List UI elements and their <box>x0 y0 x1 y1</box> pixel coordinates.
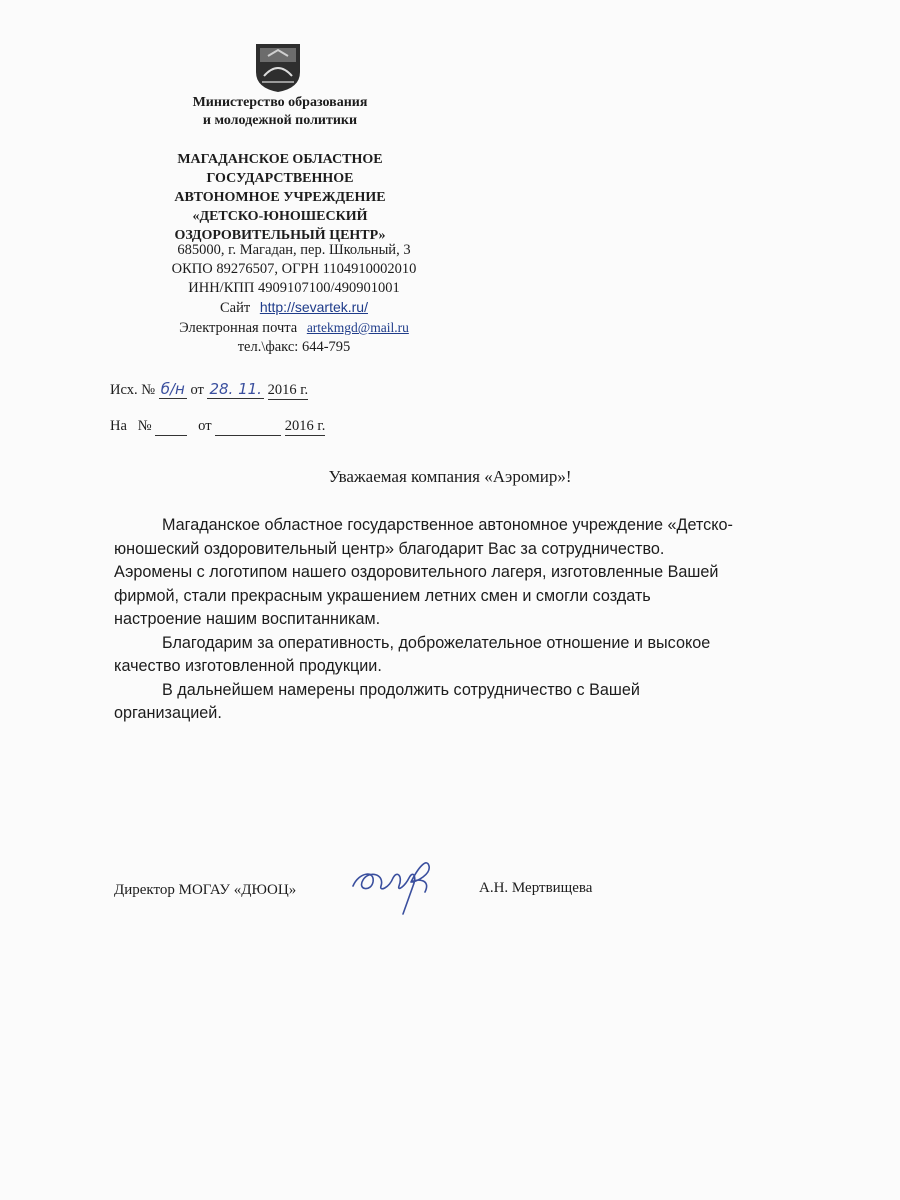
incoming-prefix: На <box>110 418 127 434</box>
site-line <box>100 298 488 318</box>
organization-details <box>100 241 488 357</box>
email-link[interactable]: artekmgd@mail.ru <box>306 320 409 335</box>
incoming-number-blank <box>155 418 187 436</box>
address: 685000, г. Магадан, пер. Школьный, 3 <box>177 242 411 258</box>
signatory-name: А.Н. Мертвищева <box>479 880 593 896</box>
email-label: Электронная почта <box>179 320 298 336</box>
outgoing-year: 2016 г. <box>267 382 309 398</box>
paragraph: В дальнейшем намерены продолжить сотрудничество с Вашей организацией. <box>114 680 640 722</box>
org-line: ОЗДОРОВИТЕЛЬНЫЙ ЦЕНТР» <box>174 228 386 243</box>
org-line: «ДЕТСКО-ЮНОШЕСКИЙ <box>192 209 368 224</box>
email-line <box>100 318 488 338</box>
coat-of-arms-emblem <box>254 42 302 94</box>
paragraph: Благодарим за оперативность, доброжелательное отношение и высокое качество изготовленной продукции. <box>114 633 711 675</box>
org-line: АВТОНОМНОЕ УЧРЕЖДЕНИЕ <box>174 190 386 205</box>
site-link[interactable]: http://sevartek.ru/ <box>259 299 368 315</box>
inn-kpp: ИНН/КПП 4909107100/490901001 <box>188 280 400 296</box>
org-line: ГОСУДАРСТВЕННОЕ <box>206 171 354 186</box>
okpo-ogrn: ОКПО 89276507, ОГРН 1104910002010 <box>171 261 417 277</box>
outgoing-date: 28. 11. <box>209 380 262 398</box>
org-line: МАГАДАНСКОЕ ОБЛАСТНОЕ <box>177 152 383 167</box>
salutation: Уважаемая компания «Аэромир»! <box>328 467 572 486</box>
letter-body <box>114 514 734 726</box>
handwritten-signature <box>345 852 455 922</box>
signatory-position: Директор МОГАУ «ДЮОЦ» <box>114 882 297 898</box>
incoming-year: 2016 г. <box>284 418 326 434</box>
outgoing-number: б/н <box>160 380 185 398</box>
incoming-reference <box>110 418 325 436</box>
ministry-line-1: Министерство образования <box>192 95 368 110</box>
phone-fax: тел.\факс: 644-795 <box>237 339 351 355</box>
site-label: Сайт <box>219 300 251 316</box>
organization-name <box>100 150 460 245</box>
outgoing-prefix: Исх. № <box>110 382 156 398</box>
ministry-line-2: и молодежной политики <box>202 113 358 128</box>
outgoing-from: от <box>190 382 204 398</box>
paragraph: Магаданское областное государственное автономное учреждение «Детско-юношеский оздоровительный центр» благодарит Вас за сотрудничество. Аэромены с логотипом нашего оздоровительного лагеря, изготовленные Вашей фирмой, стали прекрасным украшением летних смен и смогли создать настроение нашим воспитанникам. <box>114 516 733 628</box>
ministry-name <box>120 94 440 130</box>
incoming-date-blank <box>215 418 281 436</box>
incoming-number-sign: № <box>137 418 152 434</box>
incoming-from: от <box>198 418 212 434</box>
outgoing-reference <box>110 380 308 400</box>
